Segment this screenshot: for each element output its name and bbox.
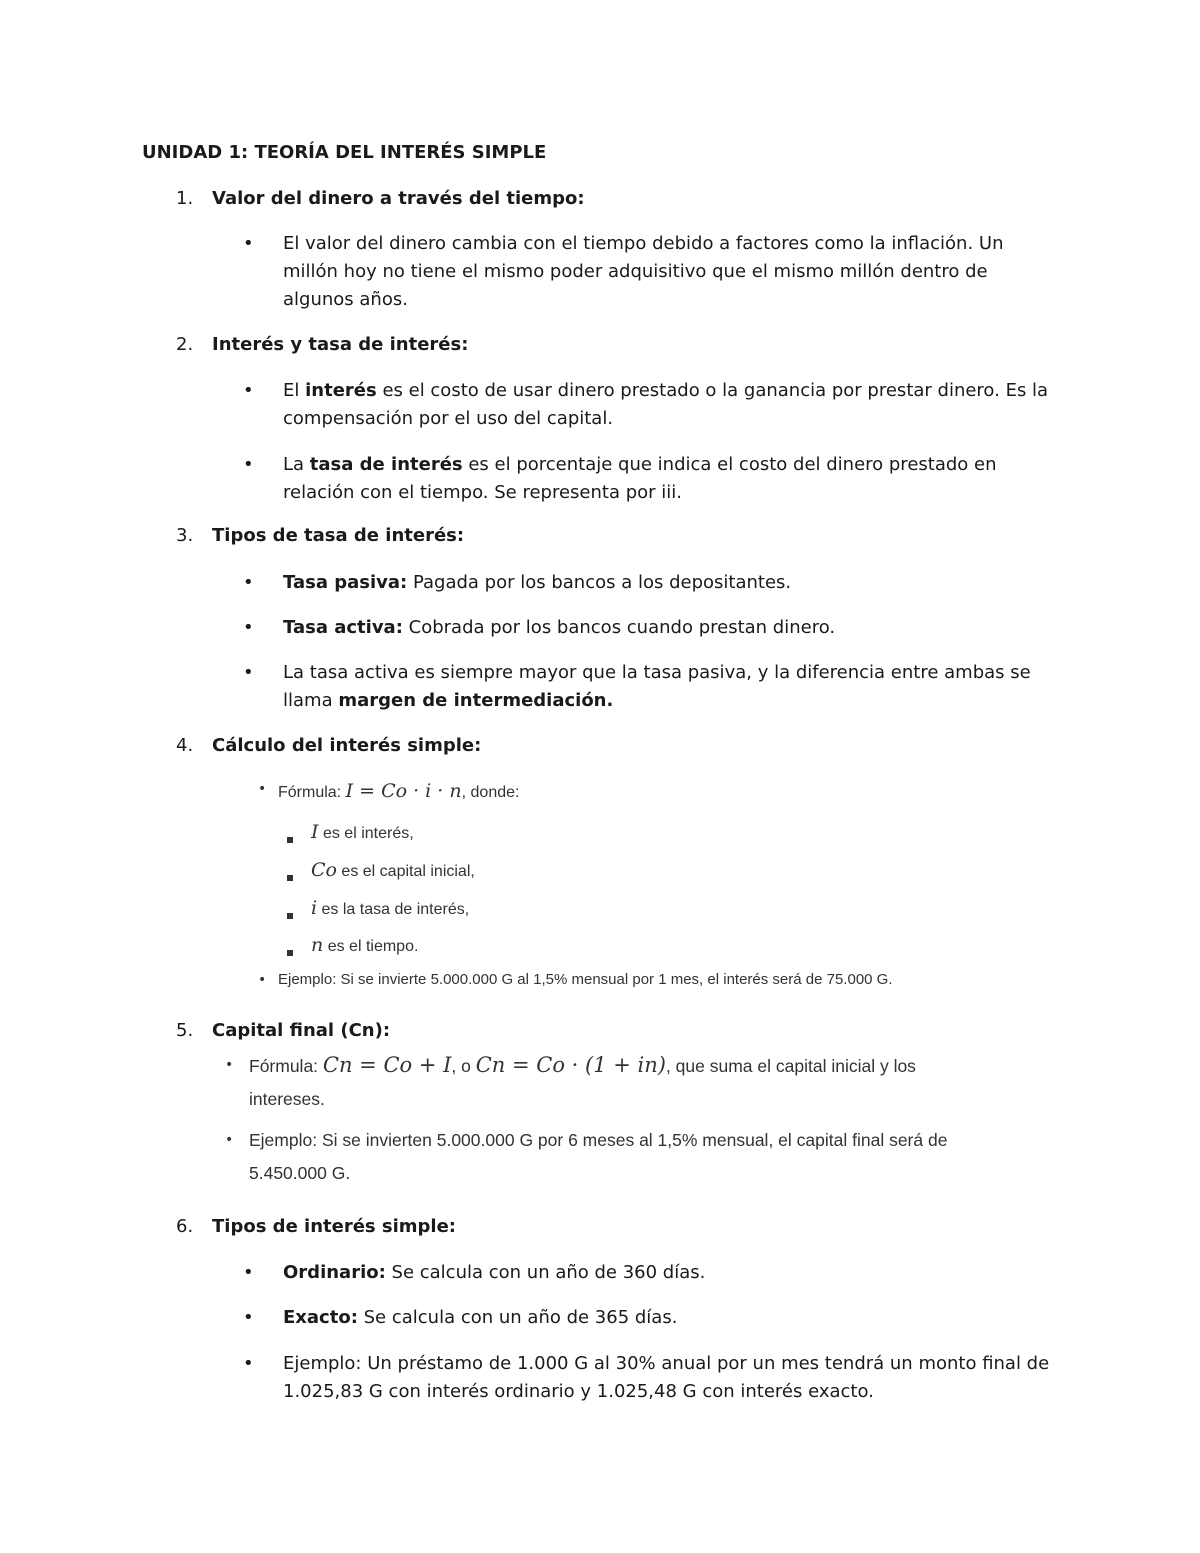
- section-1-paragraph-line-1: El valor del dinero cambia con el tiempo debido a factores como la inflación. Un: [283, 233, 1004, 254]
- section-6-bullet-2: Exacto: Se calcula con un año de 365 días.: [283, 1307, 678, 1328]
- section-1-number: 1.: [176, 188, 194, 209]
- section-4-title: Cálculo del interés simple:: [212, 735, 482, 756]
- section-4-definition-1: I es el interés,: [311, 821, 414, 843]
- section-3-bullet-1: Tasa pasiva: Pagada por los bancos a los depositantes.: [283, 572, 792, 593]
- section-3-bullet-3-line-1: La tasa activa es siempre mayor que la tasa pasiva, y la diferencia entre ambas se: [283, 662, 1031, 683]
- square-bullet-icon: [287, 941, 293, 960]
- bullet-icon: •: [225, 1132, 234, 1148]
- bullet-icon: •: [243, 380, 254, 401]
- section-6-number: 6.: [176, 1216, 194, 1237]
- section-3-number: 3.: [176, 525, 194, 546]
- section-4-definition-2: Co es el capital inicial,: [311, 859, 475, 881]
- bullet-icon: •: [243, 572, 254, 593]
- section-3-bullet-2: Tasa activa: Cobrada por los bancos cuando prestan dinero.: [283, 617, 836, 638]
- section-1-paragraph-line-3: algunos años.: [283, 289, 408, 310]
- section-2-bullet-1-line-2: compensación por el uso del capital.: [283, 408, 614, 429]
- section-6-bullet-3-line-1: Ejemplo: Un préstamo de 1.000 G al 30% anual por un mes tendrá un monto final de: [283, 1353, 1050, 1374]
- section-4-number: 4.: [176, 735, 194, 756]
- bullet-icon: •: [258, 781, 267, 797]
- square-bullet-icon: [287, 828, 293, 847]
- bullet-icon: •: [243, 1262, 254, 1283]
- section-3-title: Tipos de tasa de interés:: [212, 525, 465, 546]
- section-5-example-line-1: Ejemplo: Si se invierten 5.000.000 G por 6 meses al 1,5% mensual, el capital final será de: [249, 1130, 948, 1150]
- bullet-icon: •: [243, 454, 254, 475]
- section-2-bullet-2-line-1: La tasa de interés es el porcentaje que indica el costo del dinero prestado en: [283, 454, 997, 475]
- section-2-title: Interés y tasa de interés:: [212, 334, 469, 355]
- bullet-icon: •: [243, 1307, 254, 1328]
- section-1-paragraph-line-2: millón hoy no tiene el mismo poder adquisitivo que el mismo millón dentro de: [283, 261, 988, 282]
- document-title: UNIDAD 1: TEORÍA DEL INTERÉS SIMPLE: [142, 142, 547, 163]
- section-3-bullet-3-line-2: llama margen de intermediación.: [283, 690, 614, 711]
- bullet-icon: •: [243, 617, 254, 638]
- bullet-icon: •: [258, 972, 267, 988]
- section-5-formula-line-1: Fórmula: Cn = Co + I, o Cn = Co · (1 + in), que suma el capital inicial y los: [249, 1053, 916, 1077]
- section-5-example-line-2: 5.450.000 G.: [249, 1163, 351, 1183]
- bullet-icon: •: [243, 233, 254, 254]
- bullet-icon: •: [243, 1353, 254, 1374]
- section-5-title: Capital final (Cn):: [212, 1020, 391, 1041]
- section-2-number: 2.: [176, 334, 194, 355]
- square-bullet-icon: [287, 904, 293, 923]
- square-bullet-icon: [287, 866, 293, 885]
- section-6-title: Tipos de interés simple:: [212, 1216, 457, 1237]
- section-6-bullet-3-line-2: 1.025,83 G con interés ordinario y 1.025,48 G con interés exacto.: [283, 1381, 874, 1402]
- section-2-bullet-1-line-1: El interés es el costo de usar dinero prestado o la ganancia por prestar dinero. Es la: [283, 380, 1049, 401]
- section-2-bullet-2-line-2: relación con el tiempo. Se representa por iii.: [283, 482, 682, 503]
- section-4-definition-3: i es la tasa de interés,: [311, 897, 470, 919]
- section-6-bullet-1: Ordinario: Se calcula con un año de 360 días.: [283, 1262, 706, 1283]
- section-1-title: Valor del dinero a través del tiempo:: [212, 188, 585, 209]
- bullet-icon: •: [243, 662, 254, 683]
- section-4-formula: Fórmula: I = Co · i · n, donde:: [278, 780, 520, 802]
- bullet-icon: •: [225, 1057, 234, 1073]
- section-4-definition-4: n es el tiempo.: [311, 934, 419, 956]
- section-4-example: Ejemplo: Si se invierte 5.000.000 G al 1,5% mensual por 1 mes, el interés será de 75.000 G.: [278, 971, 893, 988]
- section-5-formula-line-2: intereses.: [249, 1089, 325, 1109]
- section-5-number: 5.: [176, 1020, 194, 1041]
